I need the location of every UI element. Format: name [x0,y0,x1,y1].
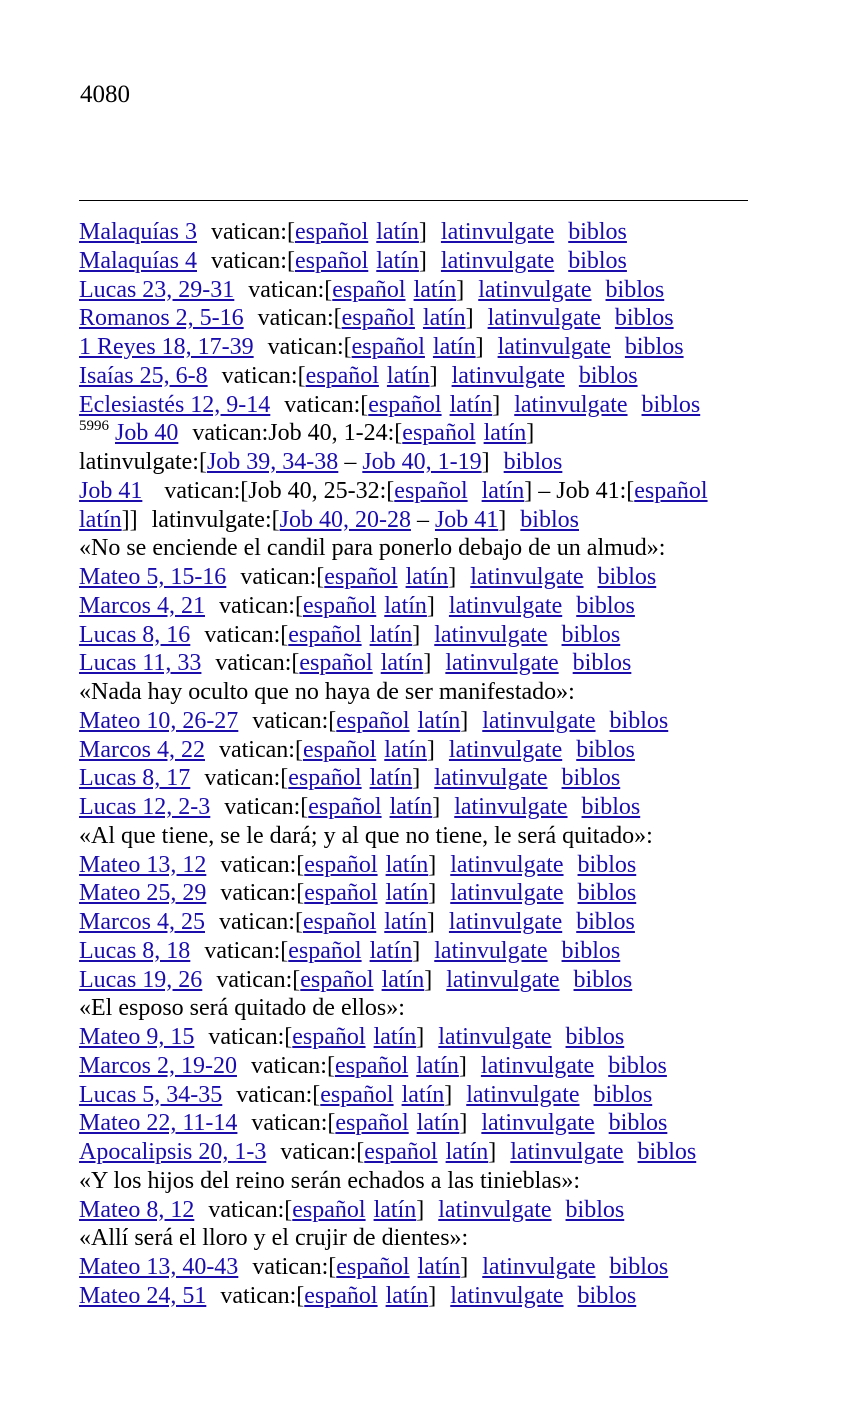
biblos-link[interactable]: biblos [561,765,621,792]
reference-line [79,247,769,276]
latin-link[interactable]: latín [369,621,413,648]
latin-link[interactable]: latín [416,1110,460,1137]
biblos-link[interactable]: biblos [597,564,657,590]
open-bracket: [ [296,880,305,907]
reference-link[interactable]: Mateo 13, 12 [79,851,207,878]
espanol-link[interactable]: español [394,477,468,504]
biblos-link[interactable]: biblos [561,621,621,648]
latinvulgate-link[interactable]: latinvulgate [481,1110,595,1137]
vatican-label: vatican: [204,765,281,792]
latin-link[interactable]: latín [376,219,419,245]
espanol-link[interactable]: español [334,1052,409,1079]
vatican-label: vatican: [248,276,325,303]
latinvulgate-link[interactable]: latinvulgate [450,1282,564,1309]
close-bracket: ] [460,1254,469,1280]
close-bracket: ] [459,1110,468,1137]
close-bracket: ] [465,305,474,332]
vatican-label: vatican: [215,650,292,677]
open-bracket: [ [360,391,369,418]
reference-line [79,1253,769,1282]
reference-link[interactable]: Malaquías 3 [79,219,197,245]
close-bracket: ] [432,794,441,820]
biblos-link[interactable]: biblos [565,1196,625,1223]
latinvulgate-link[interactable]: latinvulgate [466,1081,580,1108]
latin-link[interactable]: latín [369,765,413,792]
espanol-link[interactable]: español [294,247,369,274]
biblos-link[interactable]: biblos [561,937,621,964]
latinvulgate-ref-link[interactable]: Job 40, 20-28 [279,506,411,533]
latin-link[interactable]: latín [389,794,433,820]
vatican-label: vatican:Job 40, 1-24:[ [192,420,403,447]
latin-link[interactable]: latín [385,851,429,878]
latinvulgate-link[interactable]: latinvulgate [510,1139,624,1165]
reference-line [79,1196,769,1225]
reference-line [79,276,769,305]
biblos-link[interactable]: biblos [568,247,627,274]
vatican-label: vatican: [204,937,281,964]
reference-link[interactable]: Malaquías 4 [79,247,197,274]
vatican-label: vatican: [250,1052,327,1079]
latin-link[interactable]: latín [385,880,429,907]
reference-link[interactable]: Lucas 23, 29-31 [79,276,235,303]
latinvulgate-link[interactable]: latinvulgate [438,1196,552,1223]
reference-link[interactable]: Isaías 25, 6-8 [79,362,208,389]
biblos-link[interactable]: biblos [577,880,637,907]
close-bracket: ] [458,1052,467,1079]
open-bracket: [ [286,219,295,245]
espanol-link[interactable]: español [292,1024,366,1050]
latinvulgate-link[interactable]: latinvulgate [454,794,568,820]
vatican-label: vatican: [280,1139,357,1165]
vatican-label: vatican: [284,391,361,418]
close-bracket: ] [416,1196,425,1223]
latin-link[interactable]: latín [449,391,493,418]
latinvulgate-label: latinvulgate:[ [79,449,207,475]
open-bracket: [ [327,1110,336,1137]
footnote-job41-lv-line [79,506,769,535]
vatican-label: vatican: [204,621,281,648]
reference-line [79,1081,769,1110]
open-bracket: [ [280,765,289,792]
latinvulgate-link[interactable]: latinvulgate [478,276,592,303]
latin-link[interactable]: latín [416,1052,459,1079]
vatican-label: vatican: [236,1081,313,1108]
latinvulgate-link[interactable]: latinvulgate [448,736,563,763]
vatican-label: vatican: [221,362,298,389]
open-bracket: [ [294,909,303,935]
vatican-label: vatican: [218,736,295,763]
vatican-label: vatican: [216,966,293,993]
open-bracket: [ [328,707,337,734]
open-bracket: [ [284,1024,293,1050]
close-bracket: ] [498,506,507,533]
vatican-label: vatican: [252,707,329,734]
reference-link[interactable]: Apocalipsis 20, 1-3 [79,1139,267,1165]
close-bracket: ] [448,564,457,590]
biblos-link[interactable]: biblos [573,966,633,993]
latinvulgate-link[interactable]: latinvulgate [482,707,596,734]
close-bracket: ] [526,420,535,447]
biblos-link[interactable]: biblos [520,506,579,533]
latinvulgate-link[interactable]: latinvulgate [446,966,560,993]
latinvulgate-link[interactable]: latinvulgate [434,937,548,964]
reference-link[interactable]: Job 40 [115,420,179,447]
quote-heading: «Y los hijos del reino serán echados a las tinieblas»: [79,1167,580,1194]
biblos-link[interactable]: biblos [577,851,637,878]
vatican-label: vatican: [218,909,295,935]
vatican-label: vatican: [267,334,344,360]
latinvulgate-link[interactable]: latinvulgate [487,305,601,332]
reference-line [79,793,769,822]
reference-link[interactable]: Lucas 8, 16 [79,621,191,648]
latin-link[interactable]: latín [79,506,122,533]
close-bracket: ] [428,1282,437,1309]
espanol-link[interactable]: español [368,391,442,418]
open-bracket: [ [291,650,300,677]
open-bracket: [ [296,851,305,878]
vatican-label: vatican: [224,794,301,820]
close-bracket: ] [428,851,437,878]
close-bracket: ] [426,592,435,619]
biblos-link[interactable]: biblos [578,362,638,389]
close-bracket: ] [456,276,465,303]
latin-link[interactable]: latín [417,707,461,734]
latinvulgate-link[interactable]: latinvulgate [451,362,565,389]
biblos-link[interactable]: biblos [503,449,563,475]
reference-line [79,649,769,678]
vatican-label: vatican: [220,851,297,878]
quote-heading: «Allí será el lloro y el crujir de dientes»: [79,1225,469,1252]
reference-link[interactable]: Mateo 24, 51 [79,1282,207,1309]
open-bracket: [ [286,247,295,274]
latin-link[interactable]: latín [417,1254,461,1280]
biblos-link[interactable]: biblos [609,707,669,734]
espanol-link[interactable]: español [300,966,374,993]
latinvulgate-link[interactable]: latinvulgate [497,334,611,360]
latin-link[interactable]: latín [481,477,525,504]
reference-line [79,879,769,908]
latin-link[interactable]: latín [380,650,424,677]
espanol-link[interactable]: español [288,621,362,648]
close-bracket: ] [475,334,484,360]
biblos-link[interactable]: biblos [576,909,635,935]
espanol-link[interactable]: español [336,1254,410,1280]
reference-link[interactable]: Lucas 8, 17 [79,765,191,792]
open-bracket: [ [300,794,309,820]
reference-line [79,908,769,937]
close-bracket: ] [429,362,438,389]
espanol-link[interactable]: español [324,564,398,590]
reference-link[interactable]: Mateo 8, 12 [79,1196,195,1223]
reference-link[interactable]: Eclesiastés 12, 9-14 [79,391,271,418]
reference-link[interactable]: Lucas 8, 18 [79,937,191,964]
latin-link[interactable]: latín [445,1139,489,1165]
biblos-link[interactable]: biblos [624,334,684,360]
latinvulgate-link[interactable]: latinvulgate [440,247,555,274]
espanol-link[interactable]: español [304,880,378,907]
latin-link[interactable]: latín [376,247,419,274]
footnote-job40-lv-line [79,448,769,477]
biblos-link[interactable]: biblos [576,592,635,619]
espanol-link[interactable]: español [304,1282,378,1309]
open-bracket: [ [280,937,289,964]
latin-link[interactable]: latín [432,334,476,360]
reference-line [79,937,769,966]
espanol-link[interactable]: español [305,362,379,389]
latinvulgate-link[interactable]: latinvulgate [482,1254,596,1280]
biblos-link[interactable]: biblos [593,1081,653,1108]
biblos-link[interactable]: biblos [605,276,665,303]
espanol-link[interactable]: español [364,1139,438,1165]
vatican-label: vatican: [220,880,297,907]
reference-line [79,592,769,621]
reference-link[interactable]: Marcos 2, 19-20 [79,1052,237,1079]
reference-link[interactable]: Mateo 13, 40-43 [79,1254,239,1280]
reference-line [79,563,769,592]
latinvulgate-link[interactable]: latinvulgate [470,564,584,590]
open-bracket: [ [316,564,325,590]
vatican-label: vatican: [252,1254,329,1280]
close-bracket: ] [418,219,427,245]
close-bracket: ] [416,1024,425,1050]
reference-line [79,1052,769,1081]
espanol-link[interactable]: español [341,305,415,332]
vatican-label: vatican: [251,1110,328,1137]
reference-link[interactable]: Mateo 22, 11-14 [79,1110,238,1137]
espanol-link[interactable]: español [402,420,476,447]
reference-link[interactable]: Lucas 19, 26 [79,966,203,993]
vatican-label: vatican: [218,592,295,619]
reference-link[interactable]: Lucas 12, 2-3 [79,794,211,820]
reference-link[interactable]: Mateo 5, 15-16 [79,564,227,590]
close-bracket: ] [481,449,490,475]
close-bracket: ] [424,966,433,993]
close-bracket: ] [426,909,435,935]
latinvulgate-label: latinvulgate:[ [151,506,280,533]
biblos-link[interactable]: biblos [565,1024,625,1050]
vatican-label: ] – Job 41:[ [524,477,635,504]
reference-line [79,736,769,765]
latin-link[interactable]: latín [384,909,427,935]
open-bracket: [ [333,305,342,332]
close-bracket: ] [488,1139,497,1165]
close-bracket: ] [412,621,421,648]
open-bracket: [ [284,1196,293,1223]
open-bracket: [ [326,1052,335,1079]
biblos-link[interactable]: biblos [581,794,641,820]
reference-line [79,1109,769,1138]
latinvulgate-ref-link[interactable]: Job 41 [434,506,499,533]
reference-link[interactable]: Marcos 4, 21 [79,592,205,619]
biblos-link[interactable]: biblos [576,736,635,763]
open-bracket: [ [343,334,352,360]
open-bracket: [ [312,1081,321,1108]
latinvulgate-ref-link[interactable]: Job 40, 1-19 [362,449,482,475]
quote-heading: «No se enciende el candil para ponerlo debajo de un almud»: [79,535,666,562]
latin-link[interactable]: latín [385,1282,429,1309]
espanol-link[interactable]: español [299,650,373,677]
close-bracket: ] [428,880,437,907]
footnote-job41-line [79,477,769,506]
espanol-link[interactable]: español [288,937,362,964]
latin-link[interactable]: latín [384,592,427,619]
quote-heading: «Nada hay oculto que no haya de ser manifestado»: [79,679,575,705]
reference-line [79,966,769,995]
espanol-link[interactable]: español [336,707,410,734]
biblos-link[interactable]: biblos [568,219,627,245]
close-bracket: ] [423,650,432,677]
close-bracket: ] [426,736,435,763]
reference-line [79,764,769,793]
reference-line [79,333,769,362]
open-bracket: [ [280,621,289,648]
latin-link[interactable]: latín [381,966,425,993]
latinvulgate-link[interactable]: latinvulgate [445,650,559,677]
quote-heading: «El esposo será quitado de ellos»: [79,995,405,1022]
quote-heading: «Al que tiene, se le dará; y al que no tiene, le será quitado»: [79,822,653,849]
open-bracket: [ [356,1139,365,1165]
close-bracket: ] [492,391,501,418]
biblos-link[interactable]: biblos [608,1110,668,1137]
latinvulgate-link[interactable]: latinvulgate [434,765,548,792]
latinvulgate-link[interactable]: latinvulgate [450,851,564,878]
biblos-link[interactable]: biblos [641,391,701,418]
latinvulgate-link[interactable]: latinvulgate [440,219,555,245]
biblos-link[interactable]: biblos [614,305,674,332]
footnote-job40-line [79,419,769,448]
vatican-label: vatican: [210,247,287,274]
close-bracket: ] [460,707,469,734]
latinvulgate-link[interactable]: latinvulgate [434,621,548,648]
reference-link[interactable]: Mateo 9, 15 [79,1024,195,1050]
latinvulgate-link[interactable]: latinvulgate [450,880,564,907]
espanol-link[interactable]: español [308,794,382,820]
reference-line [79,391,769,420]
reference-link[interactable]: Marcos 4, 25 [79,909,205,935]
vatican-label: vatican: [210,219,287,245]
espanol-link[interactable]: español [294,219,369,245]
reference-link[interactable]: 1 Reyes 18, 17-39 [79,334,254,360]
reference-line [79,1138,769,1167]
latinvulgate-link[interactable]: latinvulgate [448,592,563,619]
reference-link[interactable]: Job 41 [79,477,143,504]
latin-link[interactable]: latín [384,736,427,763]
open-bracket: [ [292,966,301,993]
reference-link[interactable]: Lucas 5, 34-35 [79,1081,223,1108]
biblos-link[interactable]: biblos [608,1052,667,1079]
reference-link[interactable]: Romanos 2, 5-16 [79,305,244,332]
reference-line [79,218,769,247]
reference-link[interactable]: Mateo 25, 29 [79,880,207,907]
biblos-link[interactable]: biblos [577,1282,637,1309]
latin-link[interactable]: latín [422,305,466,332]
espanol-link[interactable]: español [304,851,378,878]
reference-link[interactable]: Marcos 4, 22 [79,736,205,763]
reference-link[interactable]: Lucas 11, 33 [79,650,202,677]
open-bracket: [ [294,592,303,619]
latinvulgate-link[interactable]: latinvulgate [480,1052,595,1079]
latinvulgate-ref-link[interactable]: Job 39, 34-38 [206,449,339,475]
close-bracket: ]] [121,506,138,533]
espanol-link[interactable]: español [335,1110,409,1137]
espanol-link[interactable]: español [332,276,406,303]
footnote-content [79,218,769,1311]
latinvulgate-link[interactable]: latinvulgate [438,1024,552,1050]
reference-line [79,621,769,650]
open-bracket: [ [296,1282,305,1309]
espanol-link[interactable]: español [302,592,377,619]
espanol-link[interactable]: español [292,1196,366,1223]
biblos-link[interactable]: biblos [637,1139,697,1165]
latinvulgate-link[interactable]: latinvulgate [514,391,628,418]
open-bracket: [ [324,276,333,303]
latin-link[interactable]: latín [373,1024,417,1050]
latin-link[interactable]: latín [369,937,413,964]
latinvulgate-link[interactable]: latinvulgate [448,909,563,935]
footnote-number: 5996 [79,418,109,435]
reference-line [79,304,769,333]
espanol-link[interactable]: español [320,1081,394,1108]
open-bracket: [ [328,1254,337,1280]
espanol-link[interactable]: español [351,334,425,360]
latin-link[interactable]: latín [413,276,457,303]
reference-line [79,1023,769,1052]
latin-link[interactable]: latín [483,420,527,447]
vatican-label: vatican: [208,1196,285,1223]
vatican-label: vatican: [208,1024,285,1050]
espanol-link[interactable]: español [288,765,362,792]
reference-line [79,851,769,880]
espanol-link[interactable]: español [634,477,708,504]
close-bracket: ] [444,1081,453,1108]
vatican-label: vatican: [220,1282,297,1309]
reference-link[interactable]: Mateo 10, 26-27 [79,707,239,734]
close-bracket: ] [412,937,421,964]
espanol-link[interactable]: español [302,736,377,763]
vatican-label: vatican:[Job 40, 25-32:[ [164,477,395,504]
reference-line [79,1282,769,1311]
open-bracket: [ [294,736,303,763]
latin-link[interactable]: latín [386,362,430,389]
dash: – [416,506,429,533]
open-bracket: [ [297,362,306,389]
footnote-separator [79,200,748,201]
reference-line [79,707,769,736]
espanol-link[interactable]: español [302,909,377,935]
reference-line [79,362,769,391]
latin-link[interactable]: latín [373,1196,417,1223]
latin-link[interactable]: latín [405,564,449,590]
biblos-link[interactable]: biblos [609,1254,669,1280]
dash: – [344,449,357,475]
latin-link[interactable]: latín [401,1081,445,1108]
vatican-label: vatican: [240,564,317,590]
close-bracket: ] [418,247,427,274]
page-number: 4080 [80,81,130,108]
vatican-label: vatican: [257,305,334,332]
close-bracket: ] [412,765,421,792]
biblos-link[interactable]: biblos [572,650,632,677]
